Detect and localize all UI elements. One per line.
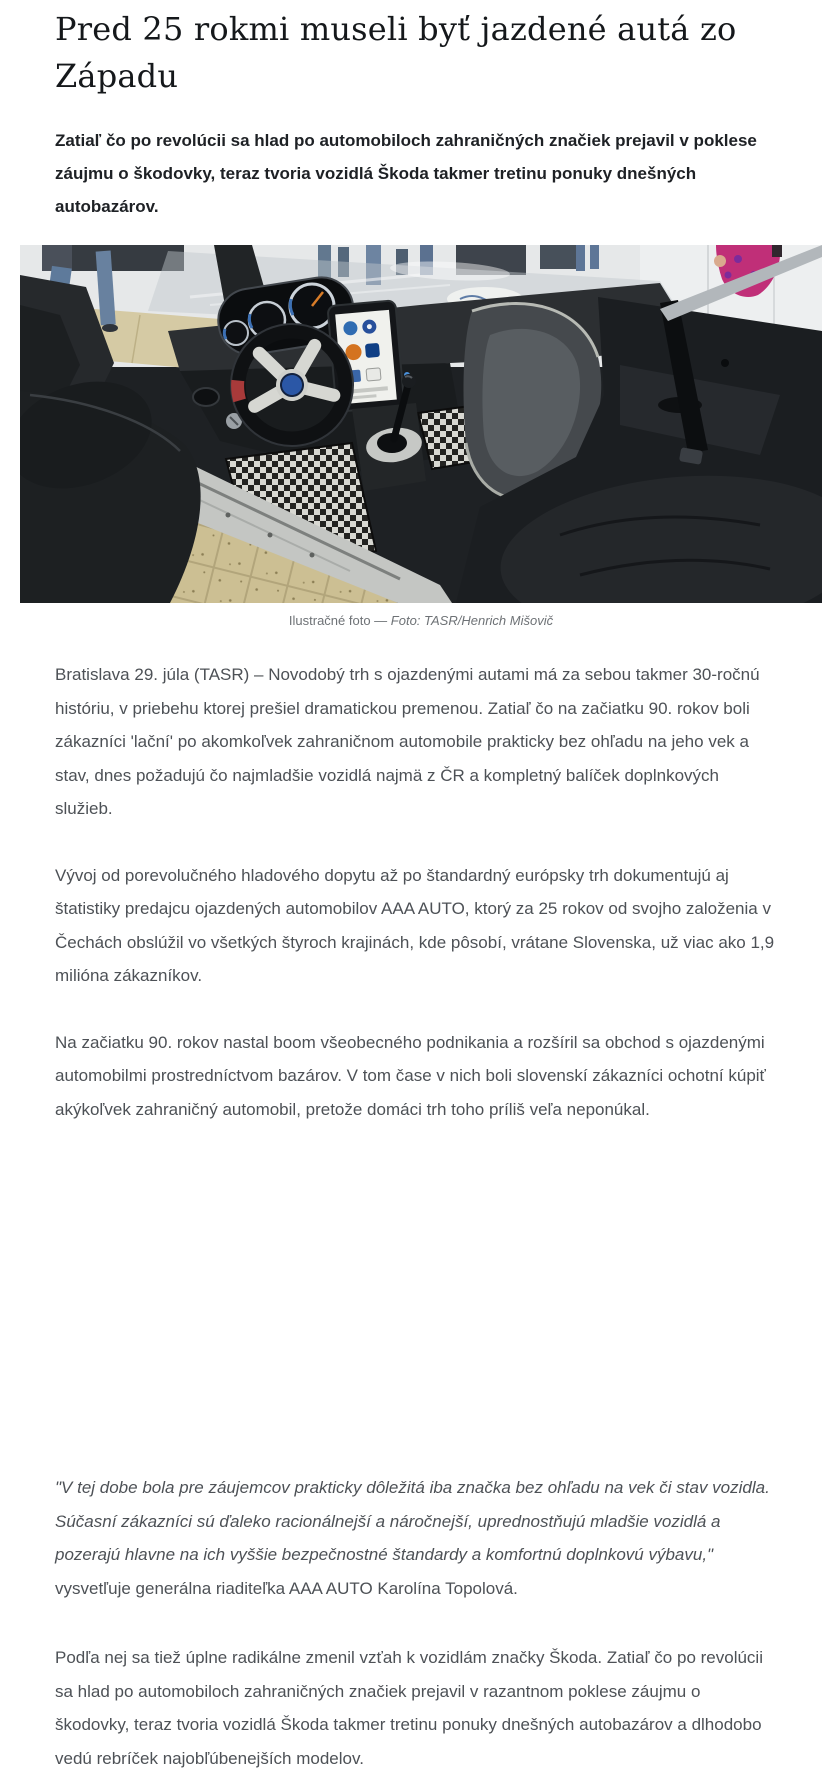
article-paragraph-4: Podľa nej sa tiež úplne radikálne zmenil vzťah k vozidlám značky Škoda. Zatiaľ čo po revolúcii sa hlad po automobiloch zahraničných značiek prejavil v razantnom poklese záujmu o škodovky, teraz tvoria vozidlá Škoda takmer tretinu ponuky dnešných autobazárov a dlhodobo vedú rebríček najobľúbenejších modelov. (55, 1648, 763, 1768)
photo-caption-text: Ilustračné foto — (288, 613, 391, 628)
quote-text: "V tej dobe bola pre záujemcov prakticky dôležitá iba značka bez ohľadu na vek či stav vozidla. Súčasní zákazníci sú ďaleko racionálnejší a náročnejší, uprednostňujú mladšie vozidlá a pozerajú hlavne na ich vyššie bezpečnostné štandardy a komfortnú doplnkovú výbavu," (55, 1478, 770, 1564)
quote-attribution: vysvetľuje generálna riaditeľka AAA AUTO Karolína Topolová. (55, 1578, 518, 1598)
empty-ad-slot (55, 1126, 777, 1471)
article-paragraph-3: Na začiatku 90. rokov nastal boom všeobecného podnikania a rozšíril sa obchod s ojazdenými automobilmi prostredníctvom bazárov. V tom čase v nich boli slovenskí zákazníci ochotní kúpiť akýkoľvek zahraničný automobil, pretože domáci trh toho príliš veľa neponúkal. (55, 1032, 766, 1119)
photo-caption (20, 612, 822, 630)
article-page (0, 6, 832, 1775)
article-lead: Zatiaľ čo po revolúcii sa hlad po automobiloch zahraničných značiek prejavil v poklese záujmu o škodovky, teraz tvoria vozidlá Škoda takmer tretinu ponuky dnešných autobazárov. (55, 131, 757, 216)
article-paragraph-1: Bratislava 29. júla (TASR) – Novodobý trh s ojazdenými autami má za sebou takmer 30-ročnú históriu, v priebehu ktorej prešiel dramatickou premenou. Zatiaľ čo na začiatku 90. rokov boli zákazníci 'lační' po akomkoľvek zahraničnom automobile prakticky bez ohľadu na jeho vek a stav, dnes požadujú čo najmladšie vozidlá najmä z ČR a kompletný balíček doplnkových služieb. (55, 665, 760, 818)
article-paragraph-2: Vývoj od porevolučného hladového dopytu až po štandardný európsky trh dokumentujú aj štatistiky predajcu ojazdených automobilov AAA AUTO, ktorý za 25 rokov od svojho založenia v Čechách obslúžil vo všetkých štyroch krajinách, kde pôsobí, vrátane Slovenska, už viac ako 1,9 milióna zákazníkov. (55, 865, 775, 985)
photo-caption-credit: Foto: TASR/Henrich Mišovič (390, 613, 554, 628)
article-figure (20, 245, 822, 630)
article-title: Pred 25 rokmi museli byť jazdené autá zo Západu (55, 10, 737, 95)
quote-paragraph (55, 1471, 777, 1605)
article-photo (20, 245, 822, 603)
article-body (0, 658, 832, 1775)
